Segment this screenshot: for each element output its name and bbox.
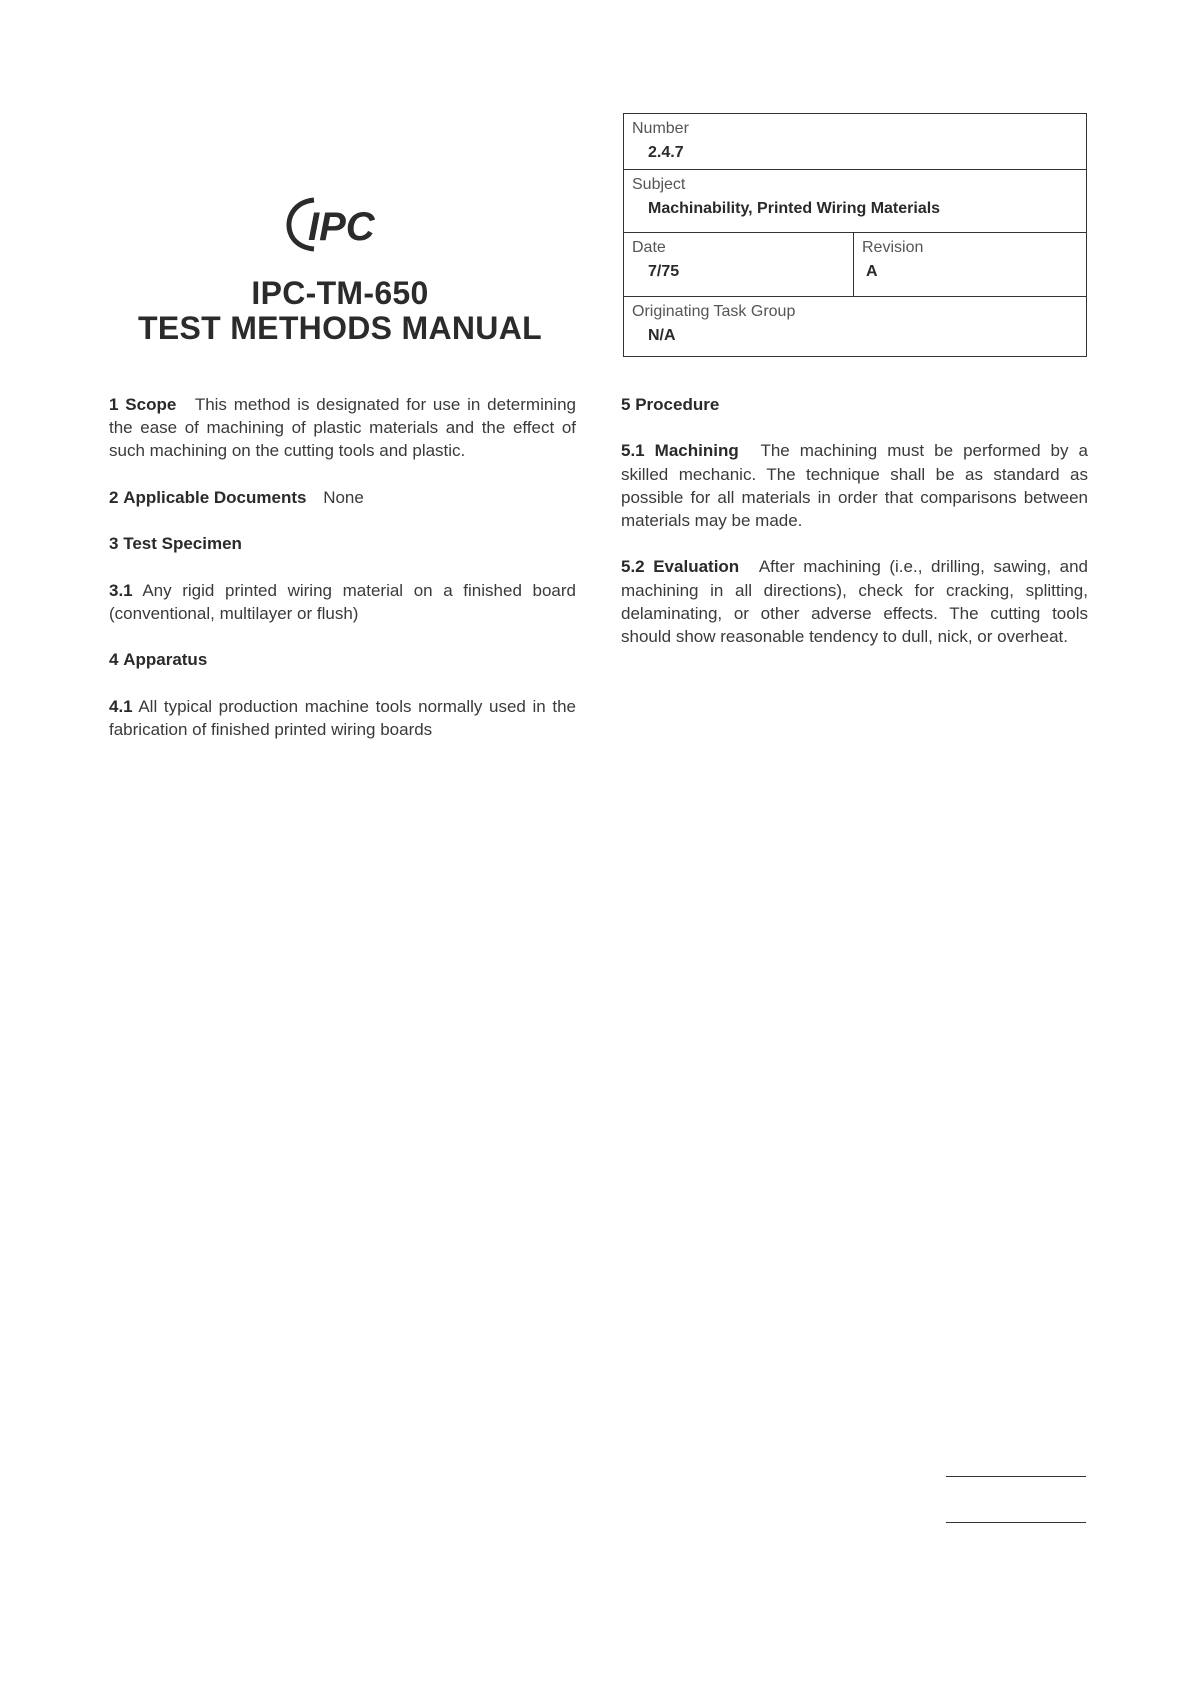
section-number: 1 (109, 395, 119, 414)
section-number: 5.1 (621, 441, 645, 461)
section-title: Test Specimen (123, 534, 242, 554)
section-number: 4 (109, 650, 119, 670)
subject-label: Subject (632, 176, 686, 193)
section-number: 4.1 (109, 696, 133, 716)
section-test-specimen (109, 532, 576, 555)
section-3-1 (109, 579, 576, 625)
section-title: Procedure (635, 395, 720, 414)
section-number: 5 (621, 395, 631, 414)
manual-title-line1: IPC-TM-650 (251, 275, 429, 311)
date-label: Date (632, 239, 666, 256)
section-number: 3.1 (109, 580, 133, 600)
section-number: 5.2 (621, 557, 645, 577)
section-title: Scope (125, 395, 177, 414)
section-title: Evaluation (653, 557, 740, 577)
revision-label: Revision (862, 239, 924, 256)
section-title: Apparatus (123, 650, 208, 670)
section-number: 3 (109, 534, 119, 554)
section-4-1 (109, 695, 576, 741)
info-row-task-group (624, 297, 1086, 356)
right-column (621, 393, 1088, 671)
section-procedure (621, 393, 1088, 416)
manual-title (110, 276, 570, 346)
info-row-date-revision (624, 233, 1086, 297)
left-column (109, 393, 576, 764)
section-apparatus (109, 648, 576, 671)
ipc-logo (284, 196, 396, 252)
section-text: None (323, 487, 364, 507)
section-text: The machining must be performed by a skilled mechanic. The technique shall be as standard as possible for all materials in order that comparisons between materials may be made. (621, 441, 1088, 530)
section-text: Any rigid printed wiring material on a finished board (conventional, multilayer or flush) (109, 580, 576, 623)
section-number: 2 (109, 487, 119, 507)
number-label: Number (632, 120, 689, 137)
info-row-number (624, 114, 1086, 170)
subject-value: Machinability, Printed Wiring Materials (648, 200, 941, 217)
document-info-table (623, 113, 1087, 357)
section-title: Applicable Documents (123, 487, 307, 507)
task-group-label: Originating Task Group (632, 303, 796, 320)
info-row-subject (624, 170, 1086, 233)
section-title: Machining (654, 441, 739, 461)
section-5-1-machining (621, 439, 1088, 532)
footer-rule (946, 1522, 1086, 1523)
footer-rule (946, 1476, 1086, 1477)
section-text: All typical production machine tools normally used in the fabrication of finished printed wiring boards (109, 696, 576, 739)
number-value: 2.4.7 (648, 144, 684, 161)
task-group-value: N/A (648, 327, 676, 344)
section-applicable-documents (109, 486, 576, 509)
manual-title-line2: TEST METHODS MANUAL (138, 310, 542, 346)
section-text: After machining (i.e., drilling, sawing, and machining in all directions), check for cracking, splitting, delaminating, or other adverse effects. The cutting tools should show reasonable tendency to dull, nick, or overheat. (621, 557, 1088, 646)
revision-value: A (866, 263, 878, 280)
logo-text: IPC (308, 205, 375, 249)
section-5-2-evaluation (621, 555, 1088, 648)
section-scope (109, 393, 576, 463)
section-text: This method is designated for use in determining the ease of machining of plastic materials and the effect of such machining on the cutting tools and plastic. (109, 395, 576, 461)
date-value: 7/75 (648, 263, 680, 280)
